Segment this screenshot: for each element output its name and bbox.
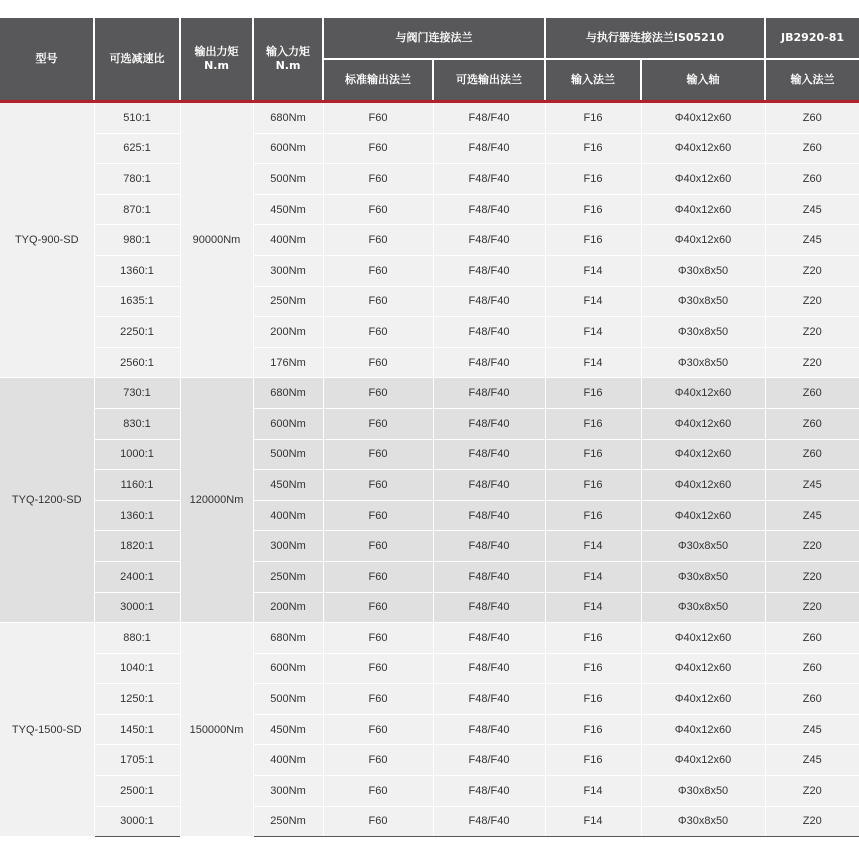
cell-opt-output-flange: F48/F40: [433, 347, 545, 378]
cell-opt-output-flange: F48/F40: [433, 286, 545, 317]
cell-input-flange: F14: [545, 561, 641, 592]
cell-input-torque: 600Nm: [253, 653, 323, 684]
table-row: [0, 133, 859, 164]
model-group: [0, 102, 859, 378]
cell-input-shaft: Φ40x12x60: [641, 194, 765, 225]
cell-ratio: 980:1: [94, 225, 180, 256]
cell-opt-output-flange: F48/F40: [433, 164, 545, 195]
cell-opt-output-flange: F48/F40: [433, 745, 545, 776]
cell-opt-output-flange: F48/F40: [433, 653, 545, 684]
cell-std-output-flange: F60: [323, 623, 433, 654]
cell-input-torque: 450Nm: [253, 470, 323, 501]
cell-input-torque: 500Nm: [253, 439, 323, 470]
cell-input-flange: F16: [545, 684, 641, 715]
header-input-shaft: 输入轴: [641, 59, 765, 102]
cell-std-output-flange: F60: [323, 684, 433, 715]
cell-std-output-flange: F60: [323, 561, 433, 592]
cell-opt-output-flange: F48/F40: [433, 194, 545, 225]
cell-input-flange-jb: Z60: [765, 164, 859, 195]
table-row: [0, 286, 859, 317]
cell-opt-output-flange: F48/F40: [433, 561, 545, 592]
model-group: [0, 623, 859, 837]
cell-input-flange: F16: [545, 714, 641, 745]
header-input-torque: [253, 18, 323, 102]
cell-std-output-flange: F60: [323, 102, 433, 134]
table-row: [0, 102, 859, 134]
cell-input-torque: 600Nm: [253, 408, 323, 439]
table-row: [0, 531, 859, 562]
header-output-torque: [180, 18, 253, 102]
table-row: [0, 500, 859, 531]
table-row: [0, 347, 859, 378]
table-row: [0, 164, 859, 195]
cell-input-flange-jb: Z60: [765, 653, 859, 684]
cell-input-shaft: Φ40x12x60: [641, 714, 765, 745]
cell-input-torque: 400Nm: [253, 745, 323, 776]
cell-input-flange: F16: [545, 225, 641, 256]
cell-input-flange-jb: Z20: [765, 776, 859, 807]
header-jb-group: JB2920-81: [765, 18, 859, 59]
cell-input-flange-jb: Z20: [765, 531, 859, 562]
cell-ratio: 780:1: [94, 164, 180, 195]
cell-input-flange-jb: Z60: [765, 133, 859, 164]
cell-ratio: 2500:1: [94, 776, 180, 807]
cell-std-output-flange: F60: [323, 317, 433, 348]
table-row: [0, 806, 859, 837]
table-row: [0, 714, 859, 745]
cell-opt-output-flange: F48/F40: [433, 714, 545, 745]
cell-input-flange: F16: [545, 500, 641, 531]
cell-ratio: 1040:1: [94, 653, 180, 684]
cell-input-shaft: Φ30x8x50: [641, 776, 765, 807]
cell-ratio: 1635:1: [94, 286, 180, 317]
cell-input-shaft: Φ30x8x50: [641, 806, 765, 837]
table-row: [0, 225, 859, 256]
cell-input-flange-jb: Z60: [765, 102, 859, 134]
cell-input-flange-jb: Z60: [765, 378, 859, 409]
cell-input-torque: 200Nm: [253, 592, 323, 623]
cell-input-flange-jb: Z45: [765, 500, 859, 531]
cell-ratio: 2400:1: [94, 561, 180, 592]
cell-input-flange-jb: Z45: [765, 714, 859, 745]
cell-input-flange: F16: [545, 745, 641, 776]
cell-input-flange-jb: Z45: [765, 745, 859, 776]
header-std-output-flange: 标准输出法兰: [323, 59, 433, 102]
table-row: [0, 561, 859, 592]
cell-input-torque: 250Nm: [253, 561, 323, 592]
table-row: [0, 317, 859, 348]
cell-input-shaft: Φ30x8x50: [641, 592, 765, 623]
cell-input-flange-jb: Z45: [765, 194, 859, 225]
cell-std-output-flange: F60: [323, 745, 433, 776]
cell-input-flange-jb: Z45: [765, 225, 859, 256]
cell-input-flange-jb: Z20: [765, 286, 859, 317]
cell-input-flange-jb: Z45: [765, 470, 859, 501]
table-row: [0, 255, 859, 286]
cell-ratio: 1000:1: [94, 439, 180, 470]
cell-input-shaft: Φ40x12x60: [641, 470, 765, 501]
table-row: [0, 592, 859, 623]
header-valve-group: 与阀门连接法兰: [323, 18, 545, 59]
cell-ratio: 830:1: [94, 408, 180, 439]
cell-opt-output-flange: F48/F40: [433, 592, 545, 623]
cell-input-torque: 400Nm: [253, 225, 323, 256]
cell-input-shaft: Φ40x12x60: [641, 500, 765, 531]
cell-std-output-flange: F60: [323, 470, 433, 501]
cell-input-flange-jb: Z20: [765, 255, 859, 286]
cell-opt-output-flange: F48/F40: [433, 470, 545, 501]
table-header: [0, 18, 859, 102]
cell-input-flange-jb: Z20: [765, 806, 859, 837]
cell-input-torque: 500Nm: [253, 164, 323, 195]
cell-opt-output-flange: F48/F40: [433, 408, 545, 439]
cell-std-output-flange: F60: [323, 408, 433, 439]
cell-input-shaft: Φ40x12x60: [641, 378, 765, 409]
cell-input-shaft: Φ40x12x60: [641, 408, 765, 439]
cell-input-torque: 500Nm: [253, 684, 323, 715]
cell-output-torque: 90000Nm: [180, 102, 253, 378]
header-ratio: 可选减速比: [94, 18, 180, 102]
cell-std-output-flange: F60: [323, 531, 433, 562]
cell-ratio: 2250:1: [94, 317, 180, 348]
cell-input-torque: 680Nm: [253, 623, 323, 654]
cell-std-output-flange: F60: [323, 194, 433, 225]
cell-std-output-flange: F60: [323, 776, 433, 807]
cell-ratio: 1360:1: [94, 500, 180, 531]
cell-input-shaft: Φ30x8x50: [641, 561, 765, 592]
cell-opt-output-flange: F48/F40: [433, 439, 545, 470]
cell-ratio: 625:1: [94, 133, 180, 164]
cell-input-flange: F14: [545, 806, 641, 837]
cell-input-torque: 250Nm: [253, 286, 323, 317]
cell-model: TYQ-1200-SD: [0, 378, 94, 623]
cell-input-shaft: Φ40x12x60: [641, 439, 765, 470]
table-row: [0, 470, 859, 501]
cell-std-output-flange: F60: [323, 592, 433, 623]
cell-input-shaft: Φ40x12x60: [641, 623, 765, 654]
table-row: [0, 194, 859, 225]
header-actuator-group: 与执行器连接法兰IS05210: [545, 18, 765, 59]
cell-input-flange: F14: [545, 347, 641, 378]
header-model: 型号: [0, 18, 94, 102]
cell-std-output-flange: F60: [323, 500, 433, 531]
cell-input-torque: 450Nm: [253, 194, 323, 225]
cell-input-torque: 300Nm: [253, 531, 323, 562]
table-row: [0, 623, 859, 654]
table-row: [0, 408, 859, 439]
cell-std-output-flange: F60: [323, 439, 433, 470]
cell-input-flange-jb: Z20: [765, 592, 859, 623]
header-input-flange-jb: 输入法兰: [765, 59, 859, 102]
cell-input-torque: 680Nm: [253, 102, 323, 134]
cell-ratio: 1820:1: [94, 531, 180, 562]
cell-output-torque: 150000Nm: [180, 623, 253, 837]
header-input-torque-label: 输入力矩: [266, 45, 310, 58]
cell-input-torque: 250Nm: [253, 806, 323, 837]
spec-table-container: [0, 18, 859, 837]
cell-input-flange: F14: [545, 286, 641, 317]
cell-std-output-flange: F60: [323, 255, 433, 286]
cell-input-shaft: Φ30x8x50: [641, 255, 765, 286]
cell-ratio: 2560:1: [94, 347, 180, 378]
header-output-torque-unit: N.m: [204, 59, 229, 72]
table-row: [0, 776, 859, 807]
model-group: [0, 378, 859, 623]
cell-opt-output-flange: F48/F40: [433, 776, 545, 807]
cell-ratio: 1705:1: [94, 745, 180, 776]
cell-input-flange-jb: Z60: [765, 623, 859, 654]
table-row: [0, 684, 859, 715]
cell-ratio: 3000:1: [94, 806, 180, 837]
cell-std-output-flange: F60: [323, 225, 433, 256]
cell-input-shaft: Φ40x12x60: [641, 745, 765, 776]
header-input-flange: 输入法兰: [545, 59, 641, 102]
cell-input-flange: F16: [545, 653, 641, 684]
table-row: [0, 378, 859, 409]
cell-ratio: 1250:1: [94, 684, 180, 715]
cell-opt-output-flange: F48/F40: [433, 500, 545, 531]
cell-input-torque: 176Nm: [253, 347, 323, 378]
cell-input-flange: F16: [545, 439, 641, 470]
cell-ratio: 1360:1: [94, 255, 180, 286]
table-row: [0, 653, 859, 684]
cell-input-shaft: Φ40x12x60: [641, 225, 765, 256]
header-input-torque-unit: N.m: [275, 59, 301, 72]
cell-input-shaft: Φ30x8x50: [641, 317, 765, 348]
cell-std-output-flange: F60: [323, 164, 433, 195]
cell-std-output-flange: F60: [323, 347, 433, 378]
table-row: [0, 439, 859, 470]
cell-input-flange: F16: [545, 623, 641, 654]
cell-opt-output-flange: F48/F40: [433, 684, 545, 715]
cell-input-torque: 400Nm: [253, 500, 323, 531]
cell-input-flange: F16: [545, 133, 641, 164]
cell-opt-output-flange: F48/F40: [433, 133, 545, 164]
cell-input-shaft: Φ40x12x60: [641, 133, 765, 164]
cell-input-torque: 680Nm: [253, 378, 323, 409]
cell-output-torque: 120000Nm: [180, 378, 253, 623]
cell-opt-output-flange: F48/F40: [433, 255, 545, 286]
cell-input-flange-jb: Z60: [765, 439, 859, 470]
header-output-torque-label: 输出力矩: [194, 45, 239, 58]
cell-input-shaft: Φ40x12x60: [641, 653, 765, 684]
cell-std-output-flange: F60: [323, 378, 433, 409]
cell-input-flange: F16: [545, 470, 641, 501]
cell-input-shaft: Φ30x8x50: [641, 531, 765, 562]
cell-input-shaft: Φ40x12x60: [641, 102, 765, 134]
cell-input-torque: 200Nm: [253, 317, 323, 348]
cell-opt-output-flange: F48/F40: [433, 378, 545, 409]
cell-input-shaft: Φ30x8x50: [641, 286, 765, 317]
cell-input-flange-jb: Z20: [765, 561, 859, 592]
cell-std-output-flange: F60: [323, 653, 433, 684]
cell-input-flange: F14: [545, 592, 641, 623]
cell-std-output-flange: F60: [323, 286, 433, 317]
cell-ratio: 1450:1: [94, 714, 180, 745]
spec-table: [0, 18, 859, 837]
cell-input-flange: F14: [545, 317, 641, 348]
cell-opt-output-flange: F48/F40: [433, 102, 545, 134]
cell-opt-output-flange: F48/F40: [433, 806, 545, 837]
cell-std-output-flange: F60: [323, 714, 433, 745]
cell-input-flange: F14: [545, 776, 641, 807]
table-row: [0, 745, 859, 776]
cell-opt-output-flange: F48/F40: [433, 531, 545, 562]
cell-input-flange: F16: [545, 164, 641, 195]
cell-opt-output-flange: F48/F40: [433, 317, 545, 348]
cell-input-flange: F16: [545, 102, 641, 134]
cell-ratio: 1160:1: [94, 470, 180, 501]
cell-std-output-flange: F60: [323, 806, 433, 837]
cell-ratio: 880:1: [94, 623, 180, 654]
cell-ratio: 510:1: [94, 102, 180, 134]
cell-input-flange-jb: Z20: [765, 347, 859, 378]
cell-ratio: 870:1: [94, 194, 180, 225]
cell-input-flange-jb: Z60: [765, 684, 859, 715]
header-opt-output-flange: 可选输出法兰: [433, 59, 545, 102]
cell-input-torque: 300Nm: [253, 776, 323, 807]
cell-opt-output-flange: F48/F40: [433, 225, 545, 256]
cell-input-flange: F14: [545, 531, 641, 562]
cell-input-flange-jb: Z60: [765, 408, 859, 439]
cell-model: TYQ-900-SD: [0, 102, 94, 378]
cell-input-torque: 600Nm: [253, 133, 323, 164]
cell-input-flange: F16: [545, 194, 641, 225]
cell-input-flange: F16: [545, 408, 641, 439]
cell-opt-output-flange: F48/F40: [433, 623, 545, 654]
cell-input-torque: 300Nm: [253, 255, 323, 286]
cell-model: TYQ-1500-SD: [0, 623, 94, 837]
cell-input-flange: F14: [545, 255, 641, 286]
cell-input-shaft: Φ30x8x50: [641, 347, 765, 378]
cell-input-flange: F16: [545, 378, 641, 409]
cell-ratio: 730:1: [94, 378, 180, 409]
cell-std-output-flange: F60: [323, 133, 433, 164]
cell-input-flange-jb: Z20: [765, 317, 859, 348]
cell-ratio: 3000:1: [94, 592, 180, 623]
cell-input-shaft: Φ40x12x60: [641, 164, 765, 195]
cell-input-torque: 450Nm: [253, 714, 323, 745]
cell-input-shaft: Φ40x12x60: [641, 684, 765, 715]
